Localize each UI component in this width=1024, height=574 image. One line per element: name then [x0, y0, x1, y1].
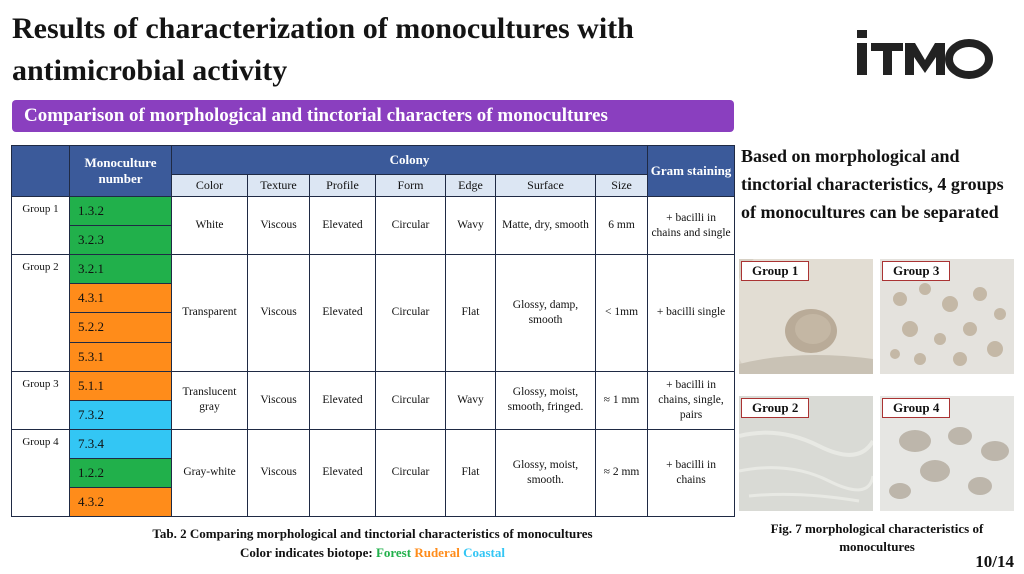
texture-cell: Viscous [248, 255, 310, 371]
edge-cell: Wavy [446, 197, 496, 255]
page-number: 10/14 [975, 552, 1014, 571]
group-label: Group 2 [12, 255, 70, 371]
header-monoculture: Monoculture number [70, 146, 172, 197]
form-cell: Circular [376, 255, 446, 371]
photo-label-group-4: Group 4 [882, 398, 950, 418]
itmo-logo-mark [855, 30, 995, 80]
color-cell: White [172, 197, 248, 255]
header-size: Size [596, 175, 648, 197]
monoculture-cell: 7.3.2 [70, 400, 172, 429]
slide-title: Results of characterization of monocultures with antimicrobial activity [12, 12, 634, 87]
morphology-table [11, 145, 735, 517]
group-label: Group 4 [12, 429, 70, 516]
header-texture: Texture [248, 175, 310, 197]
header-edge: Edge [446, 175, 496, 197]
form-cell: Circular [376, 429, 446, 516]
size-cell: ≈ 2 mm [596, 429, 648, 516]
side-description: Based on morphological and tinctorial characteristics, 4 groups of monocultures can be separated [741, 146, 1004, 222]
texture-cell: Viscous [248, 429, 310, 516]
group-label: Group 3 [12, 371, 70, 429]
edge-cell: Flat [446, 429, 496, 516]
size-cell: < 1mm [596, 255, 648, 371]
color-cell: Gray-white [172, 429, 248, 516]
monoculture-cell: 3.2.3 [70, 226, 172, 255]
monoculture-cell: 1.2.2 [70, 458, 172, 487]
monoculture-cell: 4.3.2 [70, 487, 172, 516]
gram-cell: + bacilli in chains [648, 429, 735, 516]
monoculture-cell: 3.2.1 [70, 255, 172, 284]
profile-cell: Elevated [310, 429, 376, 516]
edge-cell: Flat [446, 255, 496, 371]
header-blank [12, 146, 70, 197]
subtitle-banner: Comparison of morphological and tinctorial characters of monocultures [12, 100, 734, 132]
gram-cell: + bacilli single [648, 255, 735, 371]
form-cell: Circular [376, 197, 446, 255]
edge-cell: Wavy [446, 371, 496, 429]
biotope-prefix: Color indicates biotope: [240, 545, 373, 560]
form-cell: Circular [376, 371, 446, 429]
table-caption [11, 524, 734, 562]
header-colony: Colony [172, 146, 648, 175]
texture-cell: Viscous [248, 197, 310, 255]
photo-label-group-3: Group 3 [882, 261, 950, 281]
surface-cell: Glossy, moist, smooth, fringed. [496, 371, 596, 429]
monoculture-cell: 7.3.4 [70, 429, 172, 458]
gram-cell: + bacilli in chains and single [648, 197, 735, 255]
legend-ruderal: Ruderal [414, 545, 460, 560]
profile-cell: Elevated [310, 197, 376, 255]
surface-cell: Glossy, moist, smooth. [496, 429, 596, 516]
monoculture-cell: 5.1.1 [70, 371, 172, 400]
header-gram: Gram staining [648, 146, 735, 197]
itmo-logo [855, 30, 995, 80]
header-profile: Profile [310, 175, 376, 197]
gram-cell: + bacilli in chains, single, pairs [648, 371, 735, 429]
group-label: Group 1 [12, 197, 70, 255]
monoculture-cell: 4.3.1 [70, 284, 172, 313]
header-color: Color [172, 175, 248, 197]
legend-forest: Forest [375, 545, 412, 560]
surface-cell: Matte, dry, smooth [496, 197, 596, 255]
texture-cell: Viscous [248, 371, 310, 429]
size-cell: 6 mm [596, 197, 648, 255]
photo-label-group-2: Group 2 [741, 398, 809, 418]
header-surface: Surface [496, 175, 596, 197]
photo-label-group-1: Group 1 [741, 261, 809, 281]
table-caption-line2 [11, 543, 734, 562]
surface-cell: Glossy, damp, smooth [496, 255, 596, 371]
color-cell: Transparent [172, 255, 248, 371]
monoculture-cell: 5.2.2 [70, 313, 172, 342]
profile-cell: Elevated [310, 371, 376, 429]
color-cell: Translucent gray [172, 371, 248, 429]
monoculture-cell: 1.3.2 [70, 197, 172, 226]
monoculture-cell: 5.3.1 [70, 342, 172, 371]
profile-cell: Elevated [310, 255, 376, 371]
size-cell: ≈ 1 mm [596, 371, 648, 429]
table-caption-line1: Tab. 2 Comparing morphological and tinctorial characteristics of monocultures [152, 526, 593, 541]
figure-caption: Fig. 7 morphological characteristics of monocultures [770, 521, 984, 554]
header-form: Form [376, 175, 446, 197]
legend-coastal: Coastal [463, 545, 505, 560]
